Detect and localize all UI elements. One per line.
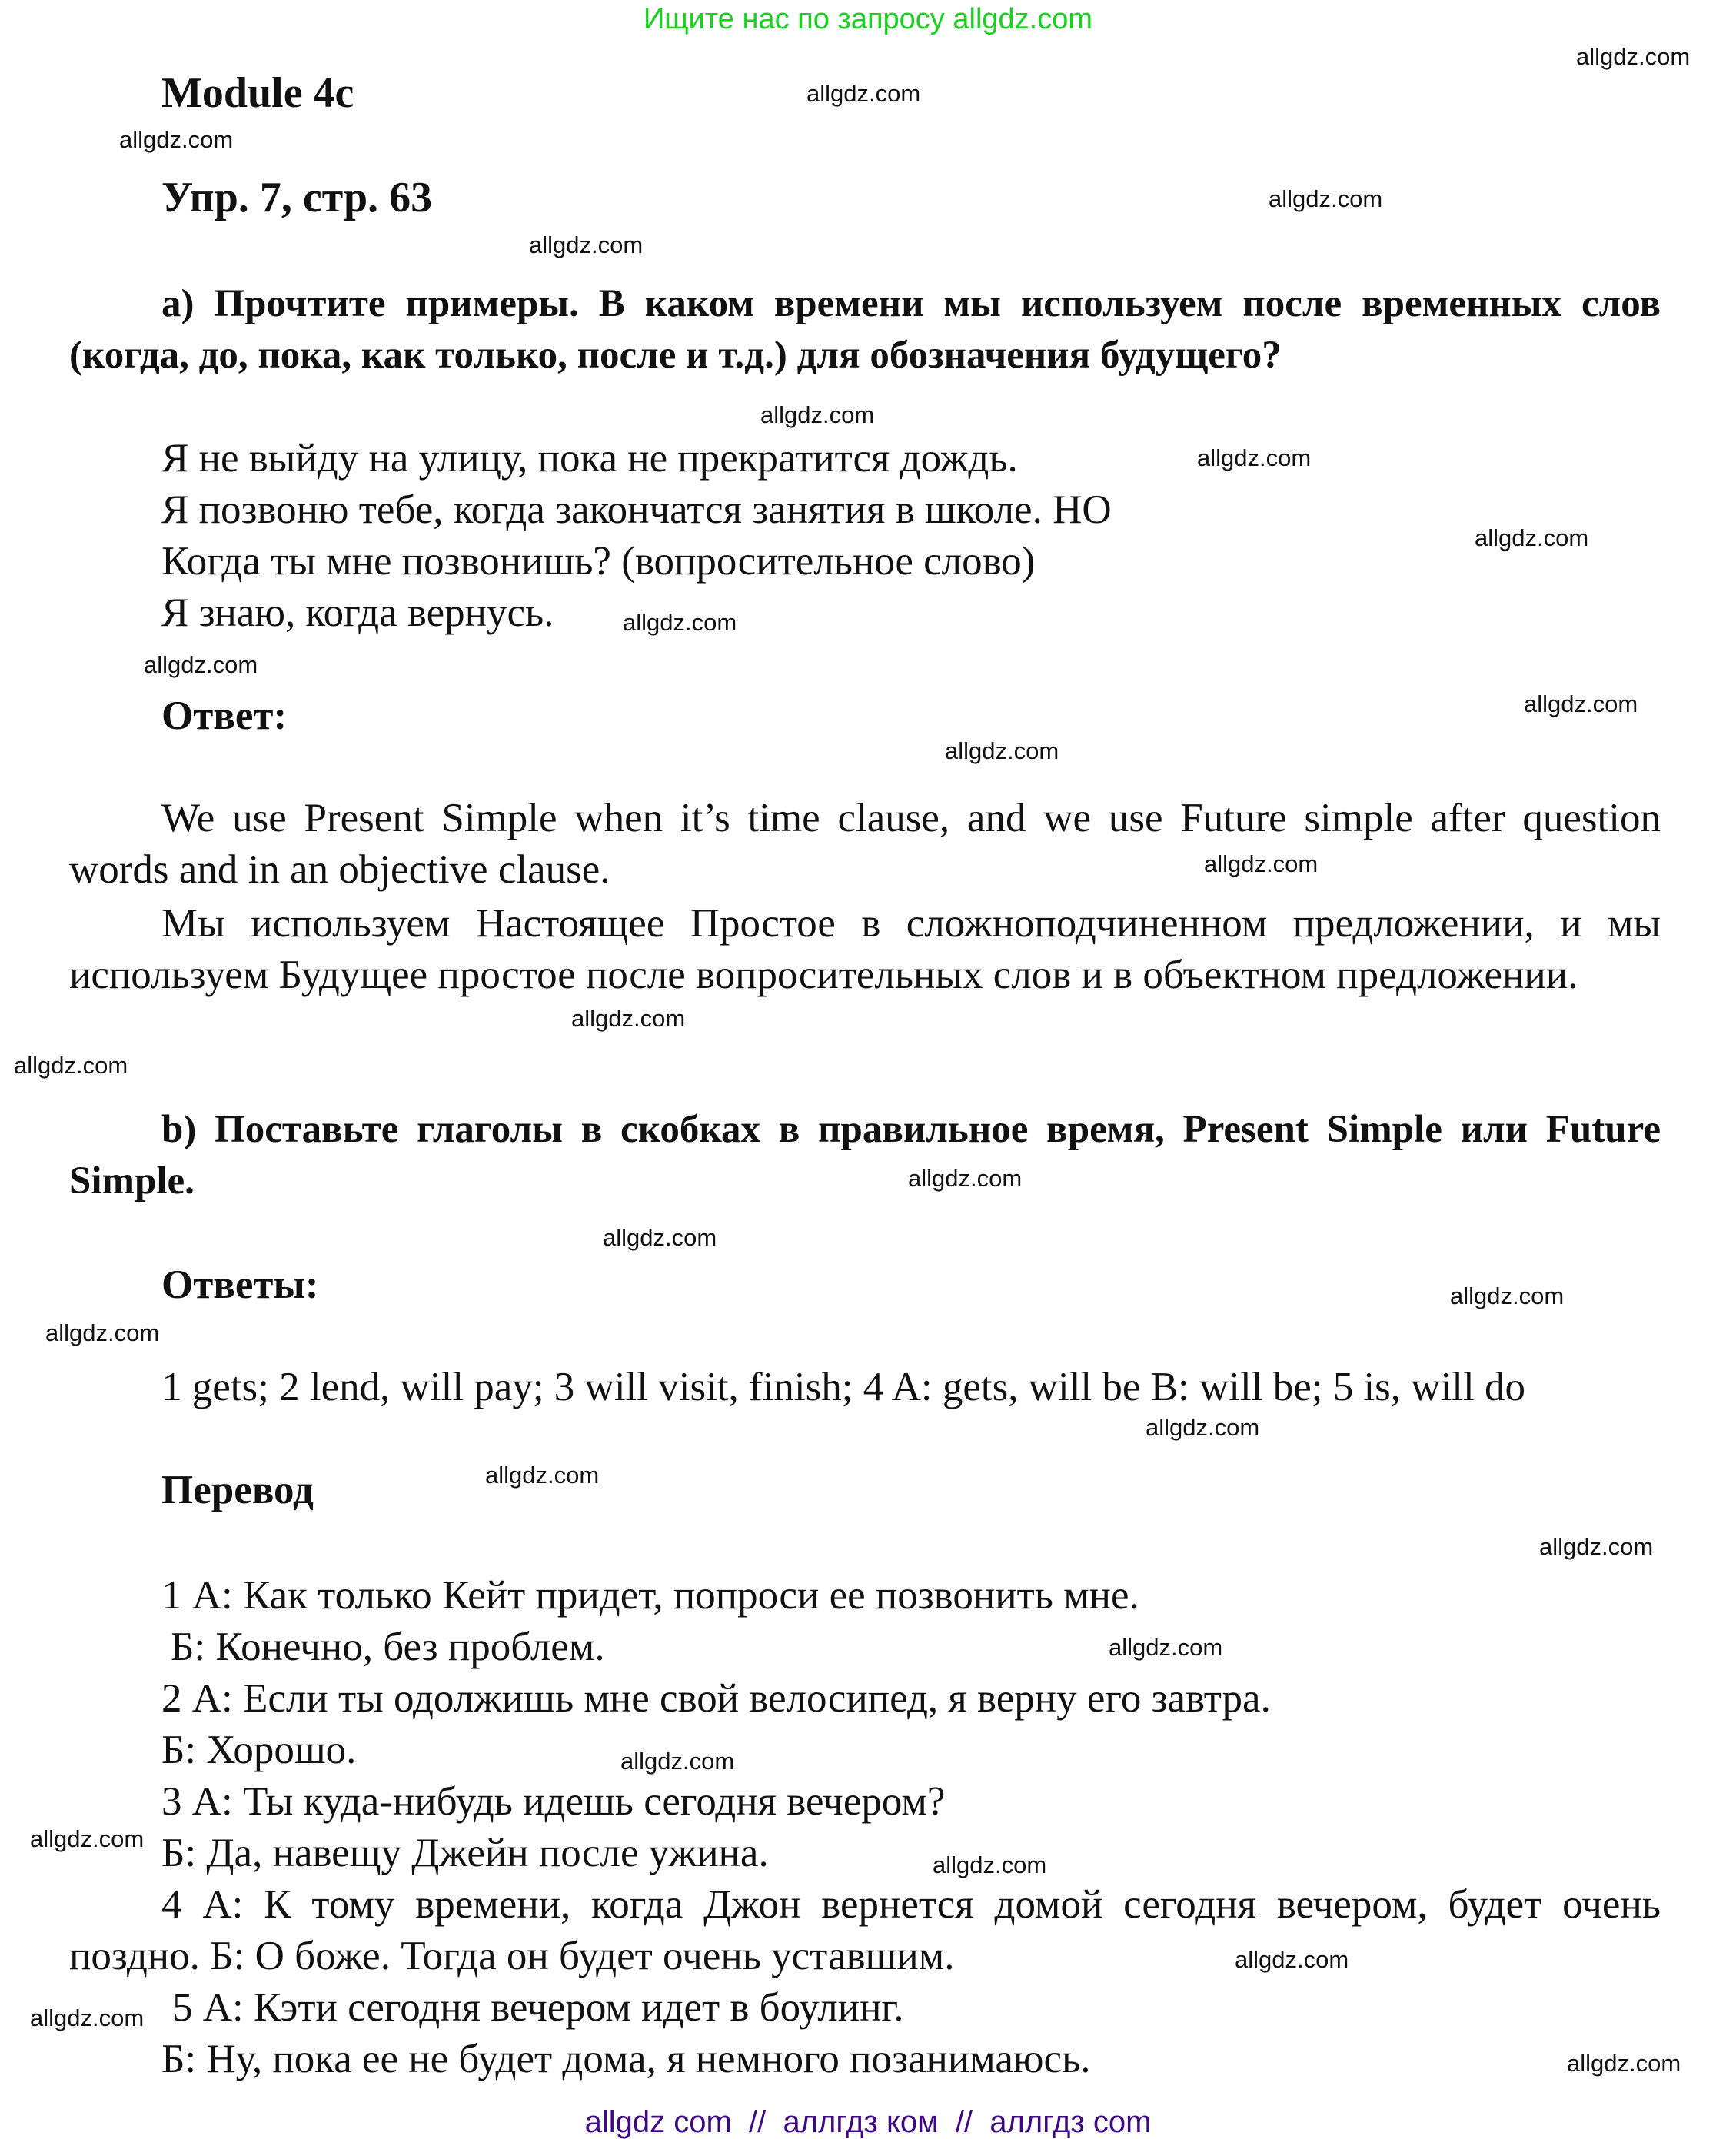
watermark: allgdz.com: [1204, 850, 1319, 877]
watermark: allgdz.com: [485, 1462, 600, 1489]
translation-line: Б: Да, навещу Джейн после ужина.: [161, 1831, 769, 1875]
watermark: allgdz.com: [119, 126, 234, 153]
translation-line: 3 А: Ты куда-нибудь идешь сегодня вечером?: [161, 1779, 946, 1824]
part-a-task: а) Прочтите примеры. В каком времени мы используем после временных слов (когда, до, пока, как только, после и т.д.) для обозначения будущего?: [69, 282, 1661, 377]
translation-line: Б: Ну, пока ее не будет дома, я немного позанимаюсь.: [161, 2037, 1091, 2081]
watermark: allgdz.com: [1197, 444, 1312, 471]
watermark: allgdz.com: [1567, 2050, 1681, 2077]
watermark: allgdz.com: [571, 1005, 686, 1032]
watermark: allgdz.com: [623, 609, 737, 636]
watermark: allgdz.com: [30, 2004, 145, 2031]
watermark: allgdz.com: [1524, 690, 1638, 717]
watermark: allgdz.com: [14, 1052, 128, 1079]
exercise-title: Упр. 7, стр. 63: [161, 174, 433, 221]
example-line: Я не выйду на улицу, пока не прекратится дождь.: [161, 436, 1018, 481]
example-line: Когда ты мне позвонишь? (вопросительное слово): [161, 539, 1036, 584]
translation-line: 5 А: Кэти сегодня вечером идет в боулинг.: [172, 1985, 904, 2030]
answers-text: 1 gets; 2 lend, will pay; 3 will visit, finish; 4 A: gets, will be B: will be; 5 is, will do: [161, 1365, 1525, 1409]
answer-russian: Мы используем Настоящее Простое в сложноподчиненном предложении, и мы используем Будущее простое после вопросительных слов и в объектном предложении.: [69, 901, 1661, 997]
watermark: allgdz.com: [1475, 524, 1589, 551]
watermark: allgdz.com: [945, 737, 1059, 764]
watermark: allgdz.com: [603, 1224, 717, 1251]
module-title: Module 4c: [161, 69, 354, 117]
watermark: allgdz.com: [620, 1748, 735, 1775]
watermark: allgdz.com: [1576, 43, 1691, 70]
watermark: allgdz.com: [30, 1825, 145, 1852]
watermark: allgdz.com: [529, 231, 644, 258]
bottom-banner: allgdz com // аллгдз ком // аллгдз com: [584, 2105, 1152, 2139]
top-banner: Ищите нас по запросу allgdz.com: [643, 3, 1092, 35]
answers-label: Ответы:: [161, 1262, 319, 1307]
watermark: allgdz.com: [908, 1165, 1023, 1192]
answer-label: Ответ:: [161, 694, 288, 738]
watermark: allgdz.com: [806, 80, 921, 107]
watermark: allgdz.com: [1235, 1946, 1349, 1973]
answer-english: We use Present Simple when it’s time clause, and we use Future simple after question words and in an objective clause.: [69, 796, 1661, 892]
translation-label: Перевод: [161, 1468, 314, 1512]
part-b-task: b) Поставьте глаголы в скобках в правильное время, Present Simple или Future Simple.: [69, 1108, 1661, 1203]
translation-line: 4 А: К тому времени, когда Джон вернется домой сегодня вечером, будет очень поздно. Б: О боже. Тогда он будет очень уставшим.: [69, 1882, 1661, 1978]
watermark: allgdz.com: [1109, 1634, 1223, 1661]
watermark: allgdz.com: [933, 1851, 1047, 1878]
translation-line: 1 А: Как только Кейт придет, попроси ее позвонить мне.: [161, 1573, 1139, 1618]
watermark: allgdz.com: [1450, 1282, 1565, 1309]
translation-line: 2 А: Если ты одолжишь мне свой велосипед, я верну его завтра.: [161, 1676, 1271, 1721]
watermark: allgdz.com: [45, 1319, 160, 1346]
example-line: Я позвоню тебе, когда закончатся занятия в школе. НО: [161, 487, 1112, 532]
example-line: Я знаю, когда вернусь.: [161, 590, 554, 635]
watermark: allgdz.com: [760, 401, 875, 428]
watermark: allgdz.com: [1269, 185, 1383, 212]
watermark: allgdz.com: [1146, 1414, 1260, 1441]
watermark: allgdz.com: [1539, 1533, 1654, 1560]
translation-line: Б: Хорошо.: [161, 1728, 357, 1772]
watermark: allgdz.com: [144, 651, 258, 678]
translation-line: Б: Конечно, без проблем.: [171, 1625, 605, 1669]
